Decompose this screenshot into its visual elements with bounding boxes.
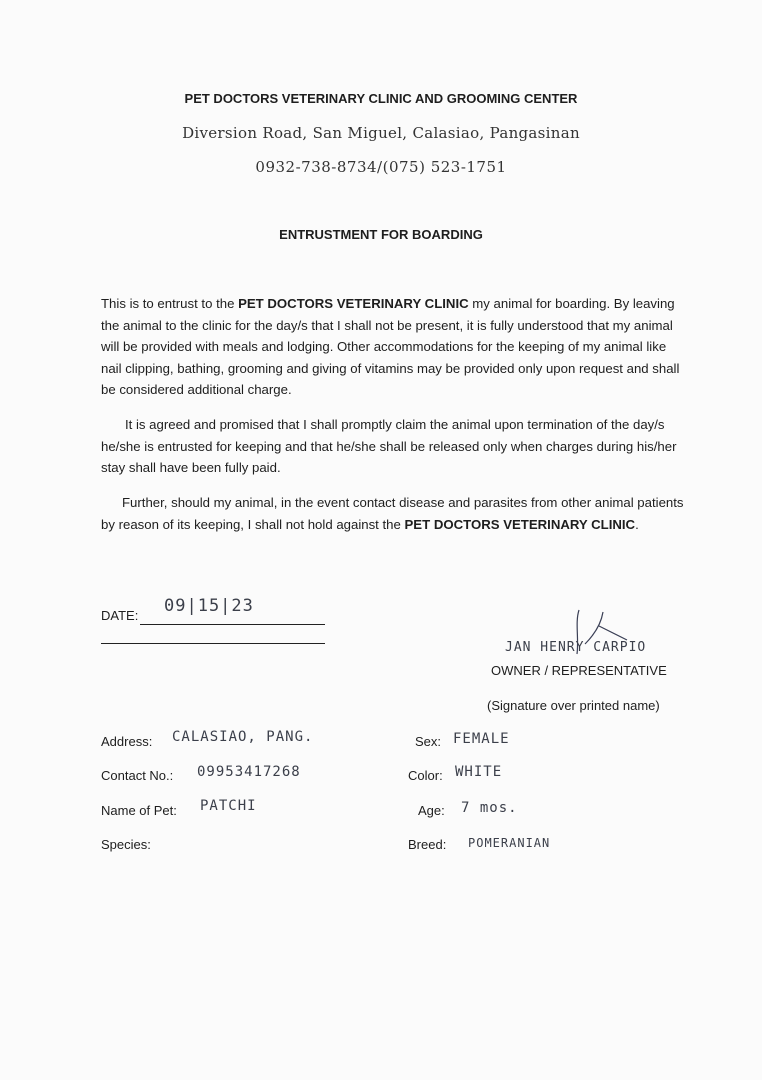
- date-underline: [140, 624, 325, 625]
- contact-label: Contact No.:: [101, 768, 174, 783]
- paragraph-1: This is to entrust to the PET DOCTORS VETERINARY CLINIC my animal for boarding. By leaving the animal to the clinic for the day/s that I shall not be present, it is fully understood that my animal will be provided with meals and lodging. Other accommodations for the keeping of my animal like nail clipping, bathing, grooming and giving of vitamins may be provided only upon request and shall be considered additional charge.: [101, 296, 680, 397]
- breed-label: Breed:: [408, 837, 447, 852]
- pet-name-value: PATCHI: [200, 798, 257, 814]
- pet-name-label: Name of Pet:: [101, 803, 177, 818]
- address-value: CALASIAO, PANG.: [172, 729, 314, 745]
- color-value: WHITE: [455, 764, 503, 780]
- signature-note: (Signature over printed name): [487, 698, 660, 713]
- breed-value: POMERANIAN: [468, 836, 551, 850]
- paragraph-2: It is agreed and promised that I shall promptly claim the animal upon termination of the day/s he/she is entrusted for keeping and that he/she shall be released only when charges during his/her stay shall have been fully paid.: [101, 417, 677, 475]
- signer-printed-name: JAN HENRY CARPIO: [505, 640, 647, 655]
- age-label: Age:: [418, 803, 445, 818]
- clinic-name: PET DOCTORS VETERINARY CLINIC AND GROOMING CENTER: [184, 91, 578, 106]
- signature-scribble: [565, 604, 645, 664]
- sex-label: Sex:: [415, 734, 442, 749]
- paragraph-3: Further, should my animal, in the event contact disease and parasites from other animal patients by reason of its keeping, I shall not hold against the PET DOCTORS VETERINARY CLINIC.: [101, 495, 684, 532]
- signer-role: OWNER / REPRESENTATIVE: [491, 663, 667, 678]
- sex-value: FEMALE: [453, 731, 510, 747]
- species-label: Species:: [101, 837, 151, 852]
- date-label: DATE:: [101, 608, 139, 623]
- clinic-phones: 0932-738-8734/(075) 523-1751: [255, 158, 507, 176]
- clinic-address: Diversion Road, San Miguel, Calasiao, Pangasinan: [182, 124, 580, 142]
- document-title: ENTRUSTMENT FOR BOARDING: [279, 227, 483, 242]
- color-label: Color:: [408, 768, 443, 783]
- address-label: Address:: [101, 734, 153, 749]
- contact-value: 09953417268: [197, 764, 301, 780]
- age-value: 7 mos.: [461, 800, 518, 816]
- blank-underline: [101, 643, 325, 644]
- date-value: 09|15|23: [164, 596, 254, 616]
